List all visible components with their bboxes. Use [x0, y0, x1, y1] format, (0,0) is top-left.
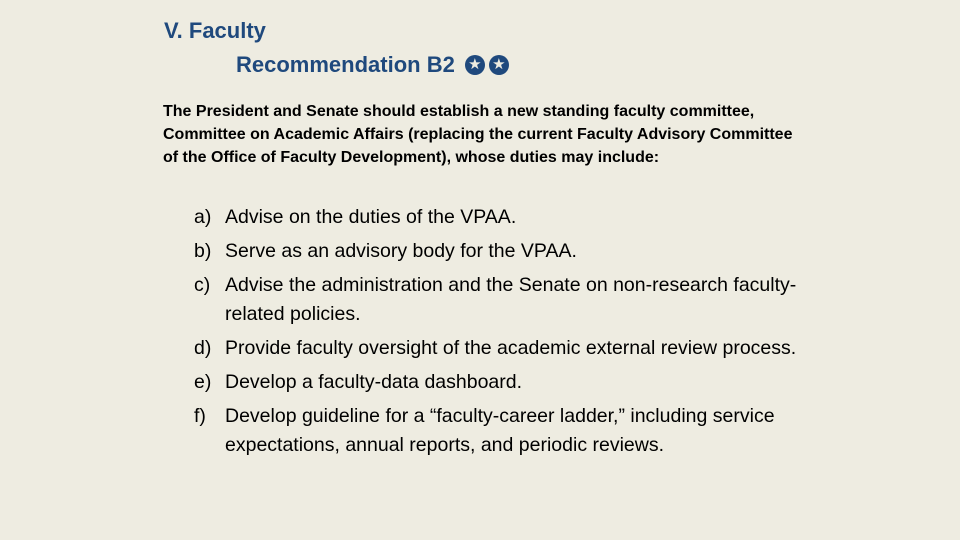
list-item-text: Serve as an advisory body for the VPAA.: [225, 240, 577, 262]
recommendation-title: Recommendation B2: [236, 52, 455, 77]
list-item-text: Advise the administration and the Senate on non-research faculty-related policies.: [225, 274, 797, 325]
list-item: [194, 368, 834, 397]
duties-list: [194, 203, 834, 465]
list-item: [194, 334, 834, 363]
list-item-letter: f): [194, 405, 206, 427]
list-item-letter: d): [194, 337, 212, 359]
list-item-text: Provide faculty oversight of the academic external review process.: [225, 337, 797, 359]
list-item-text: Develop a faculty-data dashboard.: [225, 371, 523, 393]
star-badges: [465, 55, 509, 75]
list-item: [194, 402, 834, 460]
intro-paragraph: The President and Senate should establish a new standing faculty committee, Committee on Academic Affairs (replacing the current Faculty Advisory Committee of the Office of Faculty Development), whose duties may include:: [163, 103, 793, 166]
star-badge-icon: ★: [489, 55, 509, 75]
list-item-letter: b): [194, 240, 212, 262]
list-item-text: Advise on the duties of the VPAA.: [225, 206, 517, 228]
star-badge-icon: ★: [465, 55, 485, 75]
list-item: [194, 237, 834, 266]
list-item-letter: a): [194, 206, 212, 228]
list-item-text: Develop guideline for a “faculty-career ladder,” including service expectations, annual reports, and periodic reviews.: [225, 405, 775, 456]
list-item-letter: c): [194, 274, 211, 296]
recommendation-line: [164, 48, 509, 82]
list-item: [194, 203, 834, 232]
slide-heading: [164, 14, 509, 82]
section-title: V. Faculty: [164, 18, 266, 43]
list-item-letter: e): [194, 371, 212, 393]
list-item: [194, 271, 834, 329]
